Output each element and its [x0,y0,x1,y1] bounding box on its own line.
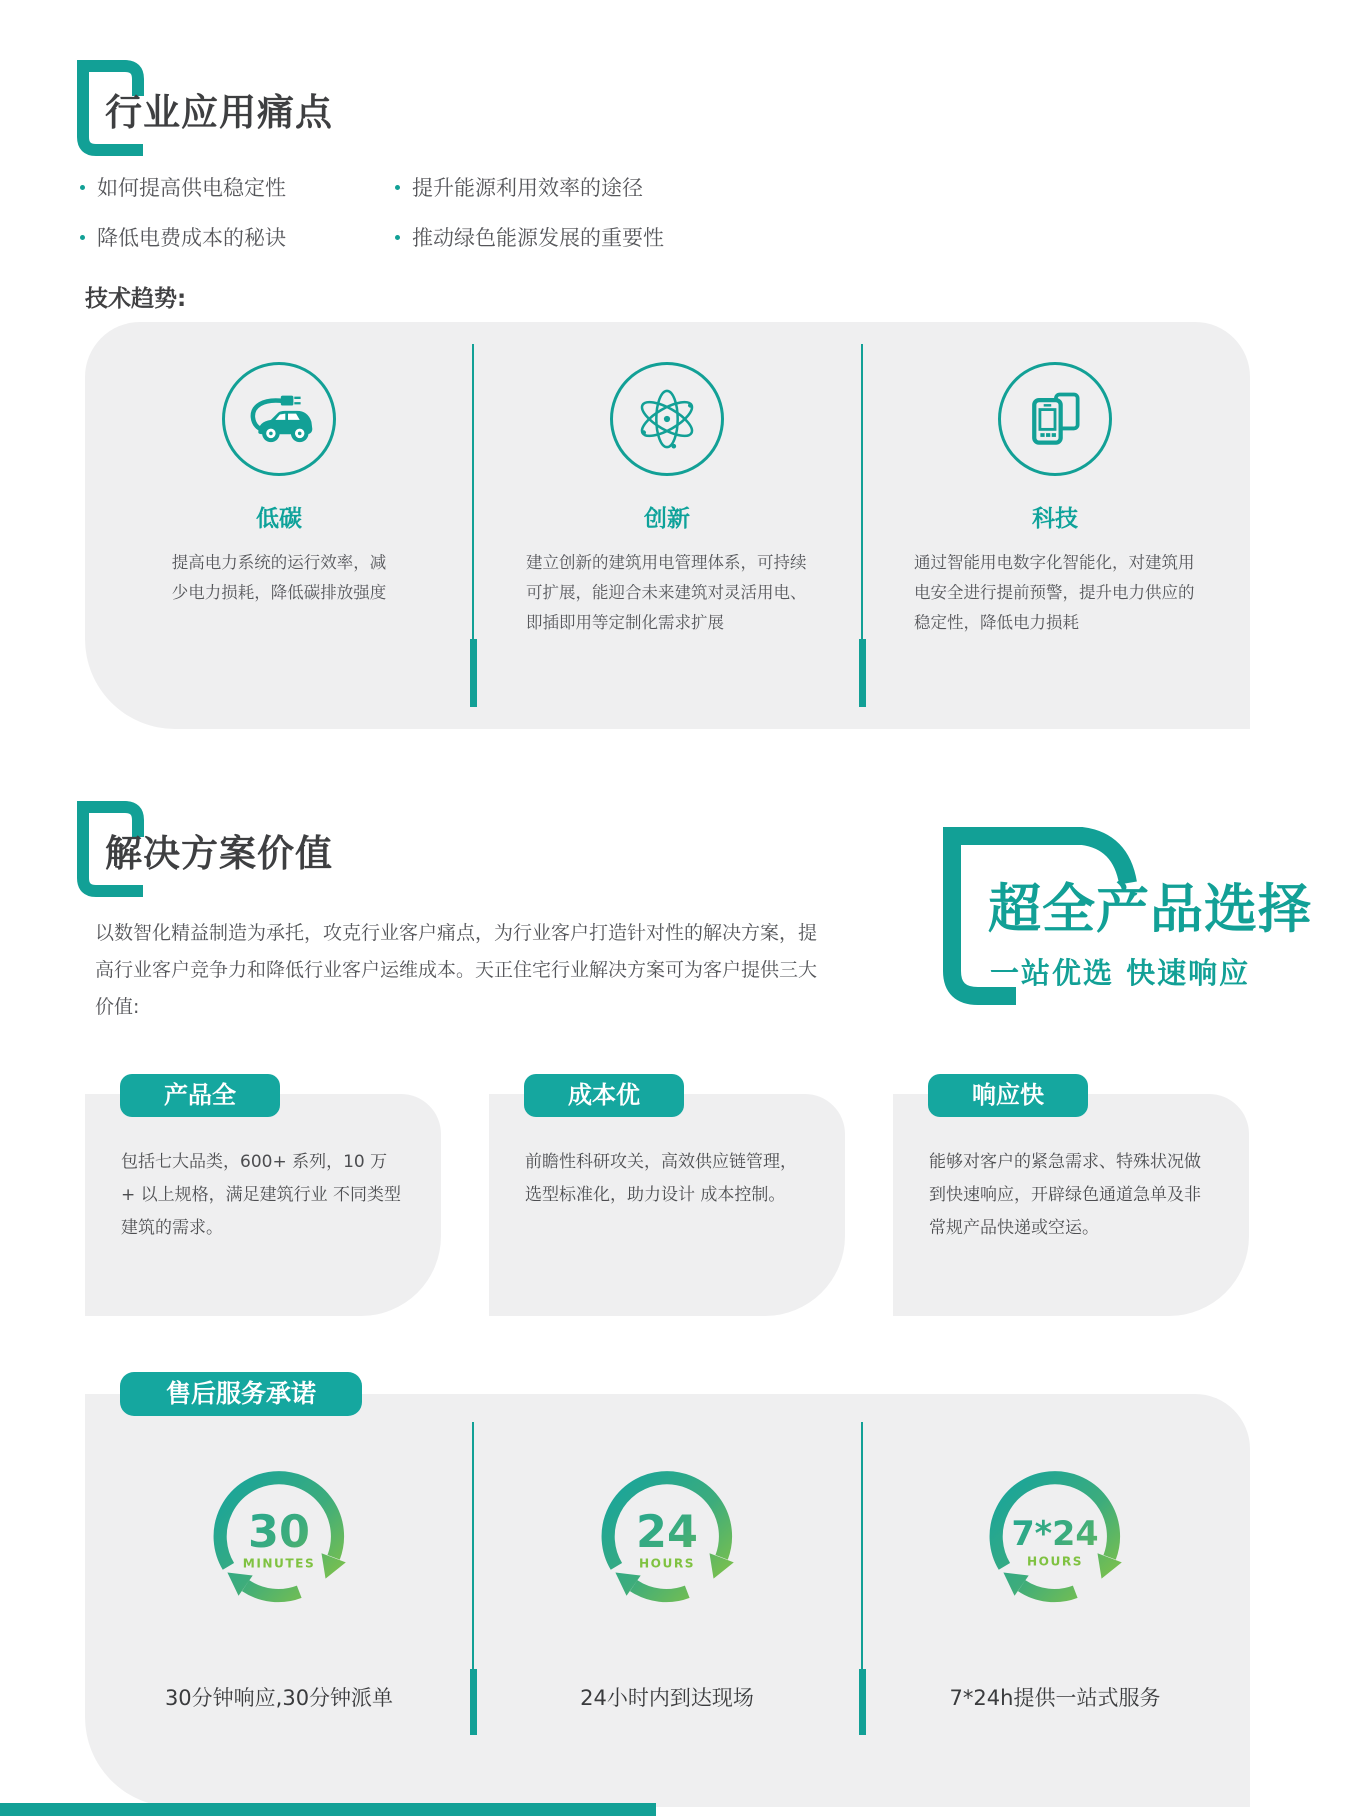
trend-desc: 建立创新的建筑用电管理体系，可持续可扩展，能迎合未来建筑对灵活用电、即插即用等定制化需求扩展 [526,553,807,632]
cycle-arrows-icon [969,1444,1141,1616]
service-caption: 24小时内到达现场 [580,1686,754,1710]
bullet-dot-icon [80,185,85,190]
cycle-arrows-icon [581,1444,753,1616]
column-divider [861,1422,863,1672]
trend-title: 创新 [644,506,690,532]
pain-point-text: 如何提高供电稳定性 [97,176,286,200]
service-col-7x24 [861,1394,1249,1807]
after-sale-panel [85,1394,1250,1807]
card-tab: 响应快 [928,1074,1088,1117]
bullet-dot-icon [395,185,400,190]
cycle-arrows-icon [193,1444,365,1616]
solution-section [0,799,1350,1026]
promo-title: 超全产品选择 [988,879,1312,940]
service-caption: 30分钟响应,30分钟派单 [164,1686,394,1710]
trend-column-innovation [473,322,861,729]
column-divider [472,344,474,642]
value-card-response [893,1074,1249,1316]
trend-column-low-carbon [85,322,473,729]
pain-point-text: 推动绿色能源发展的重要性 [412,226,664,250]
card-desc: 包括七大品类，600+ 系列，10 万 + 以上规格，满足建筑行业 不同类型建筑的需求。 [85,1094,441,1316]
card-desc: 能够对客户的紧急需求、特殊状况做到快速响应，开辟绿色通道急单及非常规产品快递或空运。 [893,1094,1249,1316]
product-promo-block [942,827,1342,1007]
atom-icon [610,362,724,476]
solution-paragraph: 以数智化精益制造为承托，攻克行业客户痛点，为行业客户打造针对性的解决方案，提高行业客户竞争力和降低行业客户运维成本。天正住宅行业解决方案可为客户提供三大价值: [95,922,818,1018]
tech-trends-label: 技术趋势: [85,286,187,312]
footer-accent-bar [0,1803,656,1816]
trend-desc: 提高电力系统的运行效率，减少电力损耗，降低碳排放强度 [171,553,387,602]
ev-car-icon [222,362,336,476]
bullet-dot-icon [80,235,85,240]
tech-trends-panel [85,322,1250,729]
service-number: 24 [636,1507,698,1559]
promo-subtitle: 一站优选 快速响应 [990,956,1251,990]
service-col-24h [473,1394,861,1807]
pain-points-list [80,172,1350,252]
service-unit: HOURS [639,1556,695,1571]
service-unit: MINUTES [242,1556,316,1571]
after-sale-section [85,1379,1250,1807]
solution-title: 解决方案价值 [105,832,333,875]
value-card-cost [489,1074,845,1316]
trend-title: 科技 [1032,506,1078,532]
pain-point-item [80,172,395,202]
trend-title: 低碳 [256,506,302,532]
pain-point-item [395,222,1350,252]
after-sale-banner: 售后服务承诺 [120,1372,362,1416]
column-divider [861,344,863,642]
pain-points-title: 行业应用痛点 [105,91,333,134]
smart-devices-icon [998,362,1112,476]
pain-point-item [395,172,1350,202]
trend-column-technology [861,322,1249,729]
pain-point-item [80,222,395,252]
trend-desc: 通过智能用电数字化智能化，对建筑用电安全进行提前预警，提升电力供应的稳定性，降低电力损耗 [914,553,1195,632]
card-tab: 产品全 [120,1074,280,1117]
pain-point-text: 降低电费成本的秘诀 [97,226,286,250]
service-number: 30 [248,1507,310,1559]
pain-point-text: 提升能源利用效率的途径 [412,176,643,200]
value-cards-row [85,1074,1250,1316]
card-desc: 前瞻性科研攻关，高效供应链管理，选型标准化，助力设计 成本控制。 [489,1094,845,1316]
service-col-30min [85,1394,473,1807]
service-caption: 7*24h提供一站式服务 [949,1686,1161,1710]
card-tab: 成本优 [524,1074,684,1117]
bullet-dot-icon [395,235,400,240]
pain-points-heading [75,58,1350,158]
column-divider [472,1422,474,1672]
value-card-products [85,1074,441,1316]
service-unit: HOURS [1027,1554,1083,1569]
service-number: 7*24 [1011,1514,1099,1554]
